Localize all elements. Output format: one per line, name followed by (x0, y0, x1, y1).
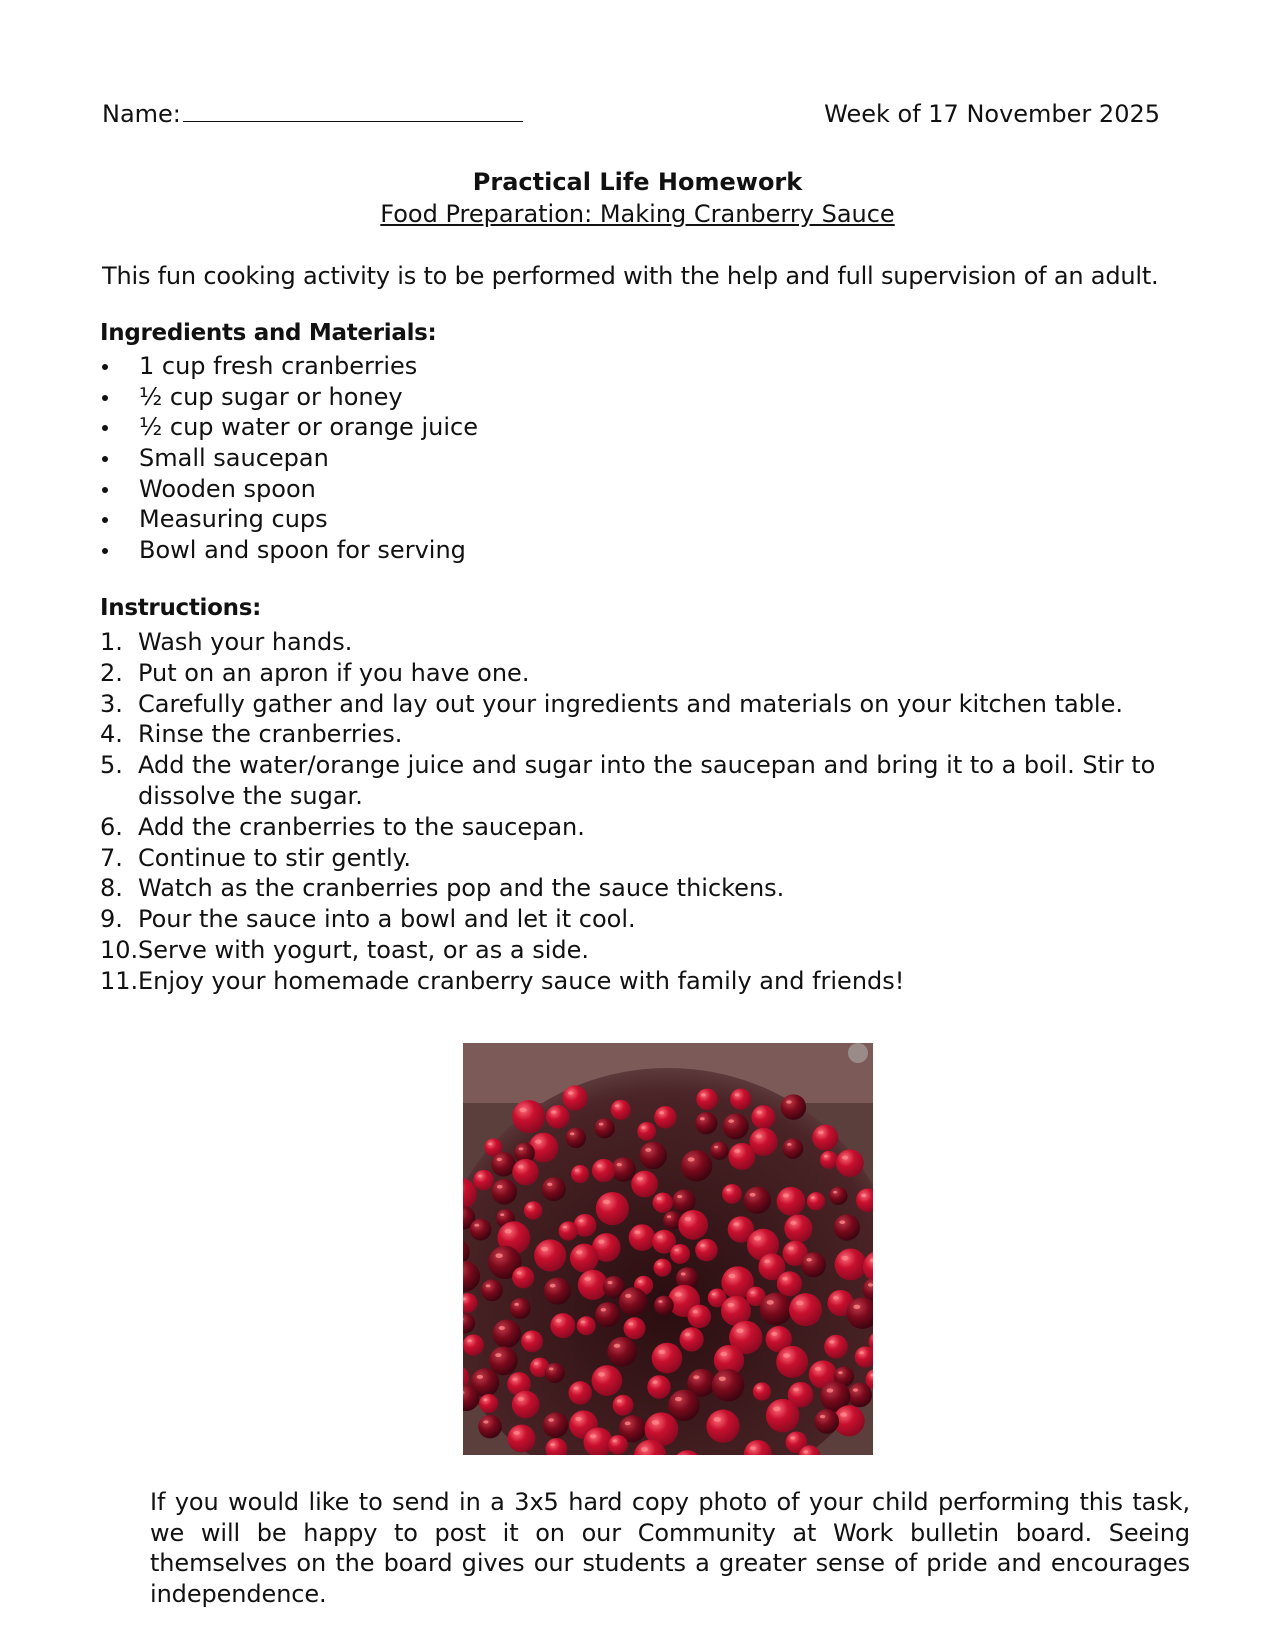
ingredient-item (100, 412, 478, 443)
instructions-list (100, 627, 1180, 997)
instruction-step (100, 935, 1180, 966)
step-number: 5. (100, 751, 123, 780)
step-text: Add the cranberries to the saucepan. (138, 812, 585, 841)
footer-note: If you would like to send in a 3x5 hard copy photo of your child performing this task, we will be happy to post it on our Community at Work bulletin board. Seeing themselves on the board gives our students a greater sense of pride and encourages independence. (150, 1488, 1190, 1608)
cranberries-in-saucepan-icon (463, 1043, 873, 1455)
step-number: 10. (100, 935, 139, 964)
step-number: 7. (100, 843, 123, 872)
week-date: Week of 17 November 2025 (824, 100, 1160, 128)
ingredient-text: 1 cup fresh cranberries (139, 352, 418, 380)
instruction-step (100, 812, 1180, 843)
step-number: 11. (100, 966, 139, 995)
step-text: Carefully gather and lay out your ingredients and materials on your kitchen table. (138, 689, 1123, 718)
name-field (102, 100, 523, 128)
step-number: 6. (100, 812, 123, 841)
page-title: Practical Life Homework (472, 168, 803, 196)
instruction-step (100, 627, 1180, 658)
instruction-step (100, 658, 1180, 689)
step-text: Pour the sauce into a bowl and let it cool. (138, 905, 636, 934)
ingredient-item (100, 535, 478, 566)
instruction-step (100, 966, 1180, 997)
step-number: 8. (100, 874, 123, 903)
intro-text: This fun cooking activity is to be performed with the help and full supervision of an adult. (102, 262, 1159, 290)
step-text: Add the water/orange juice and sugar into the saucepan and bring it to a boil. Stir to dissolve the sugar. (138, 751, 1156, 810)
name-label: Name: (102, 100, 181, 128)
ingredient-text: Bowl and spoon for serving (139, 536, 466, 565)
instruction-step (100, 689, 1180, 720)
step-number: 1. (100, 628, 123, 656)
step-text: Rinse the cranberries. (138, 720, 403, 749)
ingredient-item (100, 474, 478, 505)
instruction-step (100, 873, 1180, 904)
ingredient-item (100, 382, 478, 413)
step-text: Serve with yogurt, toast, or as a side. (138, 935, 590, 964)
ingredient-text: Measuring cups (139, 505, 328, 534)
ingredient-text: Wooden spoon (139, 474, 316, 503)
step-text: Enjoy your homemade cranberry sauce with family and friends! (138, 966, 905, 995)
step-text: Wash your hands. (138, 628, 353, 656)
page-subtitle: Food Preparation: Making Cranberry Sauce (380, 200, 895, 228)
name-blank-line (183, 101, 523, 122)
step-number: 9. (100, 905, 123, 934)
step-text: Put on an apron if you have one. (138, 658, 530, 687)
ingredients-list (100, 351, 478, 566)
instruction-step (100, 843, 1180, 874)
step-number: 2. (100, 658, 123, 687)
instruction-step (100, 719, 1180, 750)
step-number: 4. (100, 720, 123, 749)
ingredients-heading: Ingredients and Materials: (100, 320, 437, 346)
step-text: Continue to stir gently. (138, 843, 412, 872)
ingredient-item (100, 443, 478, 474)
ingredient-text: ½ cup water or orange juice (139, 413, 478, 442)
cranberries-photo (463, 1043, 873, 1455)
instructions-heading: Instructions: (100, 595, 262, 621)
instruction-step (100, 904, 1180, 935)
instruction-step (100, 750, 1180, 812)
ingredient-item (100, 504, 478, 535)
step-number: 3. (100, 689, 123, 718)
ingredient-text: ½ cup sugar or honey (139, 382, 403, 411)
ingredient-item (100, 351, 478, 382)
ingredient-text: Small saucepan (139, 444, 329, 473)
step-text: Watch as the cranberries pop and the sauce thickens. (138, 874, 785, 903)
